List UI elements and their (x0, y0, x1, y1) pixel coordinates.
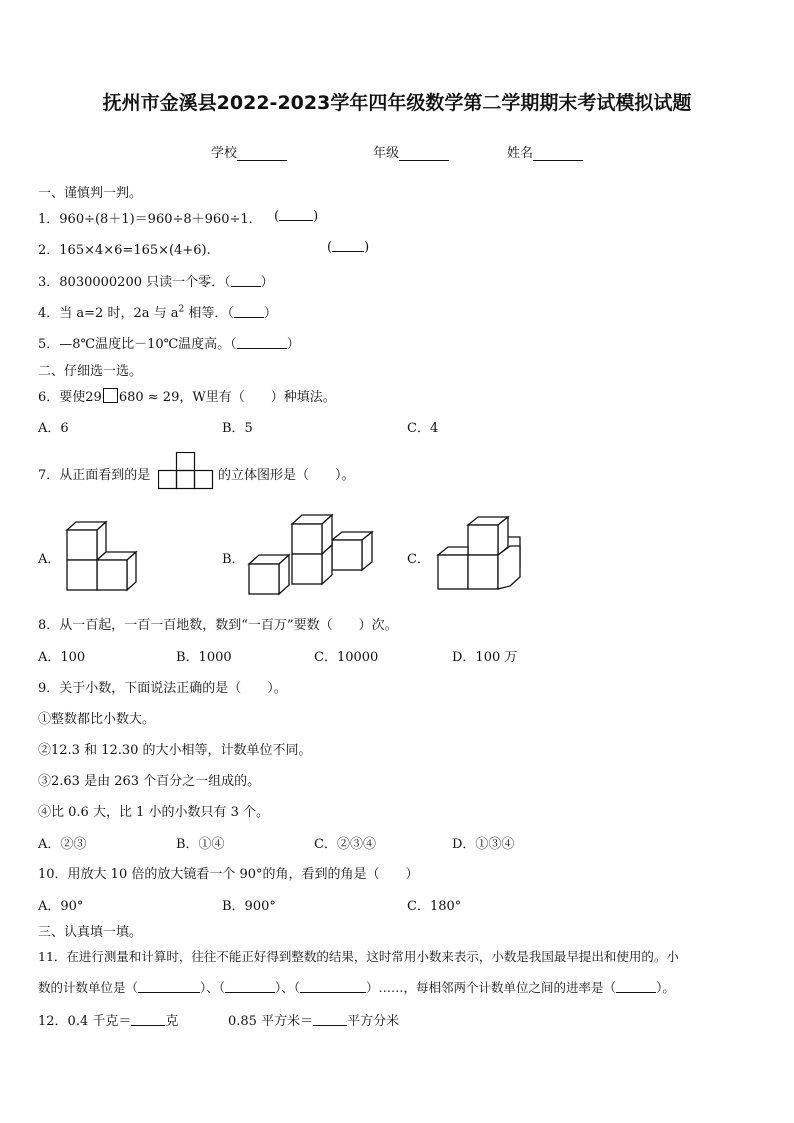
question-2 (38, 239, 211, 258)
question-5 (38, 333, 300, 352)
q4-blank[interactable] (234, 305, 264, 318)
q11-blank-3[interactable] (300, 980, 366, 993)
grade-field[interactable] (373, 142, 449, 161)
q7-option-c-figure[interactable] (434, 513, 526, 595)
q8-option-a[interactable]: A．100 (38, 650, 86, 665)
q3-blank[interactable] (231, 274, 261, 287)
q6-text-a: 要使29 (59, 390, 102, 405)
q2-answer[interactable]: ( ) (327, 240, 370, 255)
question-11-line-2 (38, 978, 675, 996)
q9-statement-1: ①整数都比小数大。 (38, 712, 156, 727)
q11-line2-d: ）……，每相邻两个计数单位之间的进率是（ (366, 980, 617, 995)
q1-answer[interactable]: ( ) (274, 209, 319, 224)
name-blank[interactable] (533, 147, 583, 161)
q7-text-b: 的立体图形是（ ）。 (218, 468, 355, 483)
q6-option-b[interactable]: B．5 (222, 421, 253, 436)
q12-part2-b: 平方分米 (347, 1014, 400, 1029)
q2-text: 165×4×6=165×(4+6). (59, 243, 211, 258)
q3-number: 3． (38, 275, 60, 290)
q12-part2-a: 0.85 平方米＝ (228, 1014, 314, 1029)
q8-number: 8． (38, 618, 60, 633)
question-4 (38, 302, 277, 321)
q5-text: —8℃温度比－10℃温度高。（ (59, 337, 237, 352)
question-1 (38, 208, 262, 227)
q12-blank-1[interactable] (131, 1013, 165, 1026)
question-12-part-1 (38, 1010, 178, 1029)
question-12-part-2 (228, 1010, 399, 1029)
school-blank[interactable] (237, 147, 287, 161)
q9-option-d[interactable]: D．①③④ (452, 837, 515, 852)
question-11-line-1 (38, 947, 679, 965)
q3-close: ） (260, 275, 274, 290)
q11-blank-1[interactable] (138, 980, 200, 993)
q10-option-b[interactable]: B．900° (222, 899, 276, 914)
question-3 (38, 271, 274, 290)
q11-blank-2[interactable] (225, 980, 275, 993)
q7-front-view-figure (158, 452, 216, 490)
q3-text: 8030000200 只读一个零．（ (59, 275, 231, 290)
q1-number: 1． (38, 212, 60, 227)
section-2-heading: 二、仔细选一选。 (38, 364, 143, 379)
question-7-a (38, 464, 150, 483)
q11-line2-e: ）。 (656, 980, 675, 995)
q9-option-a[interactable]: A．②③ (38, 837, 87, 852)
question-9 (38, 677, 287, 696)
page-title: 抚州市金溪县2022-2023学年四年级数学第二学期期末考试模拟试题 (102, 92, 692, 114)
q11-line1: 在进行测量和计算时，往往不能正好得到整数的结果，这时常用小数来表示，小数是我国最早提出和使用的。小 (66, 949, 679, 964)
q4-close: ） (263, 306, 277, 321)
q4-number: 4． (38, 306, 60, 321)
q6-text-b: 680 ≈ 29，W里有（ ）种填法。 (118, 390, 336, 405)
q10-option-c[interactable]: C．180° (407, 899, 462, 914)
q12-part1-a: 0.4 千克＝ (67, 1014, 132, 1029)
q9-option-c[interactable]: C．②③④ (314, 837, 376, 852)
q6-blank-box[interactable] (103, 388, 118, 403)
q7-option-b[interactable]: B． (222, 552, 245, 567)
q11-blank-4[interactable] (616, 980, 656, 993)
q4-superscript: 2 (178, 304, 185, 315)
q7-option-a-figure[interactable] (62, 518, 148, 598)
q9-text: 关于小数，下面说法正确的是（ ）。 (59, 681, 287, 696)
school-field[interactable] (211, 142, 287, 161)
name-field[interactable] (507, 142, 583, 161)
q6-option-c[interactable]: C．4 (407, 421, 439, 436)
q4-text-a: 当 a=2 时，2a 与 a (59, 306, 179, 321)
q5-close: ） (286, 337, 300, 352)
q8-option-d[interactable]: D．100 万 (452, 650, 518, 665)
q12-blank-2[interactable] (313, 1013, 347, 1026)
q2-number: 2． (38, 243, 60, 258)
q4-text-b: 相等．（ (184, 306, 234, 321)
grade-label: 年级 (373, 146, 400, 161)
q12-number: 12． (38, 1014, 68, 1029)
q11-line2-c: ）、（ (275, 980, 301, 995)
q7-text-a: 从正面看到的是 (59, 468, 151, 483)
q12-part1-b: 克 (165, 1014, 179, 1029)
section-3-heading: 三、认真填一填。 (38, 925, 143, 940)
q11-line2-a: 数的计数单位是（ (38, 980, 139, 995)
q5-blank[interactable] (237, 336, 287, 349)
question-6 (38, 386, 336, 405)
q6-option-a[interactable]: A．6 (38, 421, 69, 436)
q9-statement-3: ③2.63 是由 263 个百分之一组成的。 (38, 774, 261, 789)
school-label: 学校 (211, 146, 238, 161)
q10-option-a[interactable]: A．90° (38, 899, 84, 914)
q9-number: 9． (38, 681, 60, 696)
q10-number: 10． (38, 867, 68, 882)
q9-statement-4: ④比 0.6 大，比 1 小的小数只有 3 个。 (38, 805, 270, 820)
q7-option-a[interactable]: A． (38, 552, 61, 567)
q9-option-b[interactable]: B．①④ (176, 837, 225, 852)
q8-option-c[interactable]: C．10000 (314, 650, 379, 665)
q11-line2-b: ）、（ (200, 980, 226, 995)
q5-number: 5． (38, 337, 60, 352)
q8-option-b[interactable]: B．1000 (176, 650, 232, 665)
name-label: 姓名 (507, 146, 534, 161)
q7-number: 7． (38, 468, 60, 483)
question-10 (38, 863, 419, 882)
section-1-heading: 一、谨慎判一判。 (38, 186, 143, 201)
q10-text: 用放大 10 倍的放大镜看一个 90°的角，看到的角是（ ） (67, 867, 419, 882)
q11-number: 11． (38, 949, 67, 964)
q7-option-b-figure[interactable] (246, 510, 378, 600)
q6-number: 6． (38, 390, 60, 405)
q1-text: 960÷(8＋1)＝960÷8＋960÷1． (59, 212, 262, 227)
question-8 (38, 614, 398, 633)
q8-text: 从一百起，一百一百地数，数到“一百万”要数（ ）次。 (59, 618, 398, 633)
grade-blank[interactable] (399, 147, 449, 161)
q7-option-c[interactable]: C． (407, 552, 430, 567)
q9-statement-2: ②12.3 和 12.30 的大小相等，计数单位不同。 (38, 743, 312, 758)
